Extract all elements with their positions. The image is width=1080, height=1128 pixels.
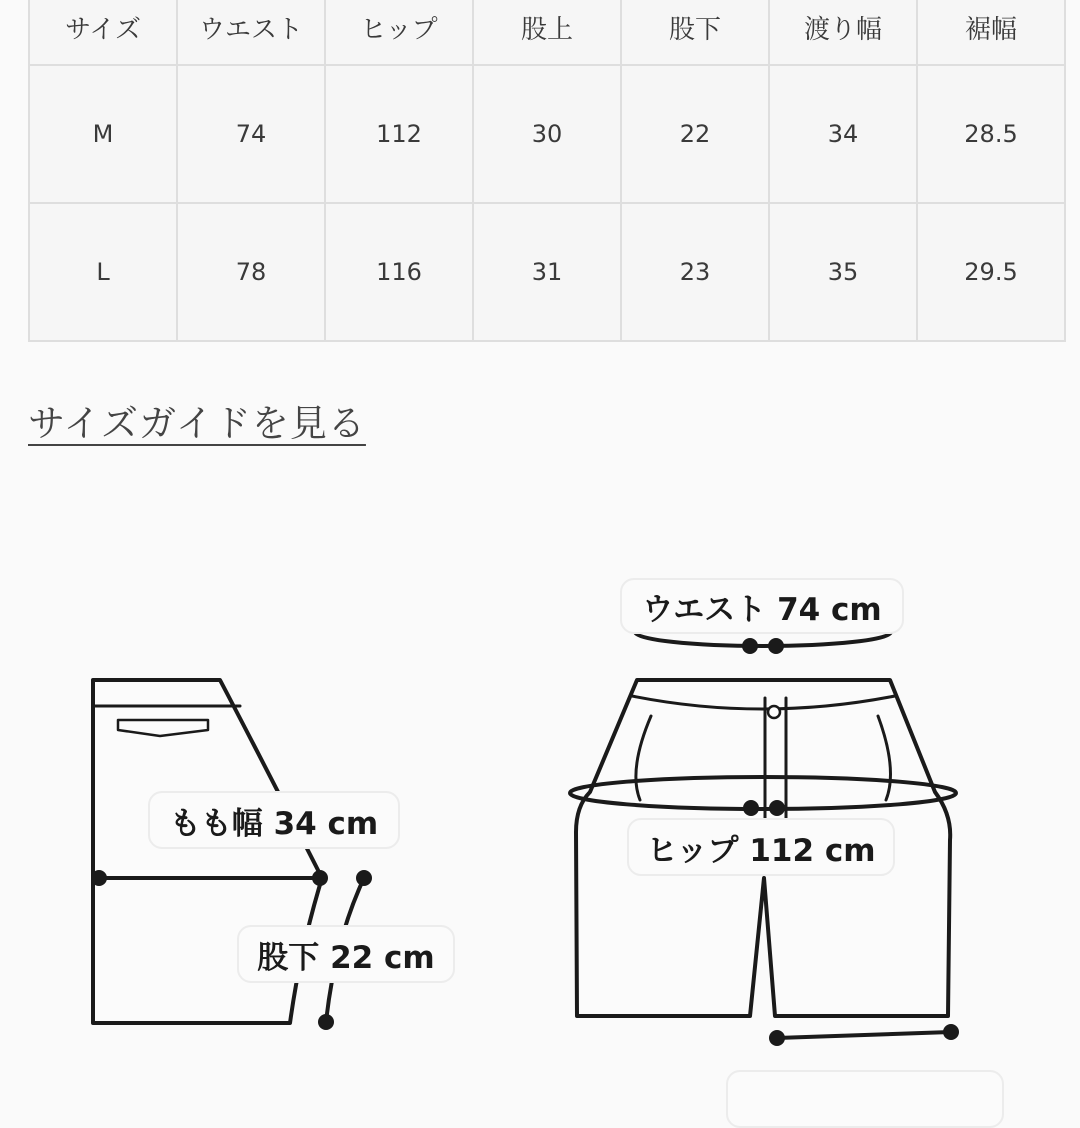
table-cell: 23 (621, 203, 769, 341)
table-cell: 74 (177, 65, 325, 203)
table-cell: 28.5 (917, 65, 1065, 203)
table-cell: 78 (177, 203, 325, 341)
header-waist: ウエスト (177, 0, 325, 65)
header-rise: 股上 (473, 0, 621, 65)
table-cell: M (29, 65, 177, 203)
table-cell: 31 (473, 203, 621, 341)
table-cell: 34 (769, 65, 917, 203)
table-cell: 112 (325, 65, 473, 203)
hip-measure-label: ヒップ 112 cm (627, 818, 895, 876)
header-inseam: 股下 (621, 0, 769, 65)
header-thigh-width: 渡り幅 (769, 0, 917, 65)
inseam-measure-label: 股下 22 cm (237, 925, 455, 983)
size-guide-link[interactable]: サイズガイドを見る (28, 402, 366, 445)
table-cell: L (29, 203, 177, 341)
table-cell: 29.5 (917, 203, 1065, 341)
table-cell: 30 (473, 65, 621, 203)
table-cell: 22 (621, 65, 769, 203)
waist-measure-label: ウエスト 74 cm (620, 578, 904, 634)
header-hip: ヒップ (325, 0, 473, 65)
hem-measure-line (769, 1024, 959, 1046)
table-cell: 35 (769, 203, 917, 341)
thigh-measure-label: もも幅 34 cm (148, 791, 400, 849)
header-size: サイズ (29, 0, 177, 65)
header-hem-width: 裾幅 (917, 0, 1065, 65)
table-cell: 116 (325, 203, 473, 341)
hem-measure-label (726, 1070, 1004, 1128)
